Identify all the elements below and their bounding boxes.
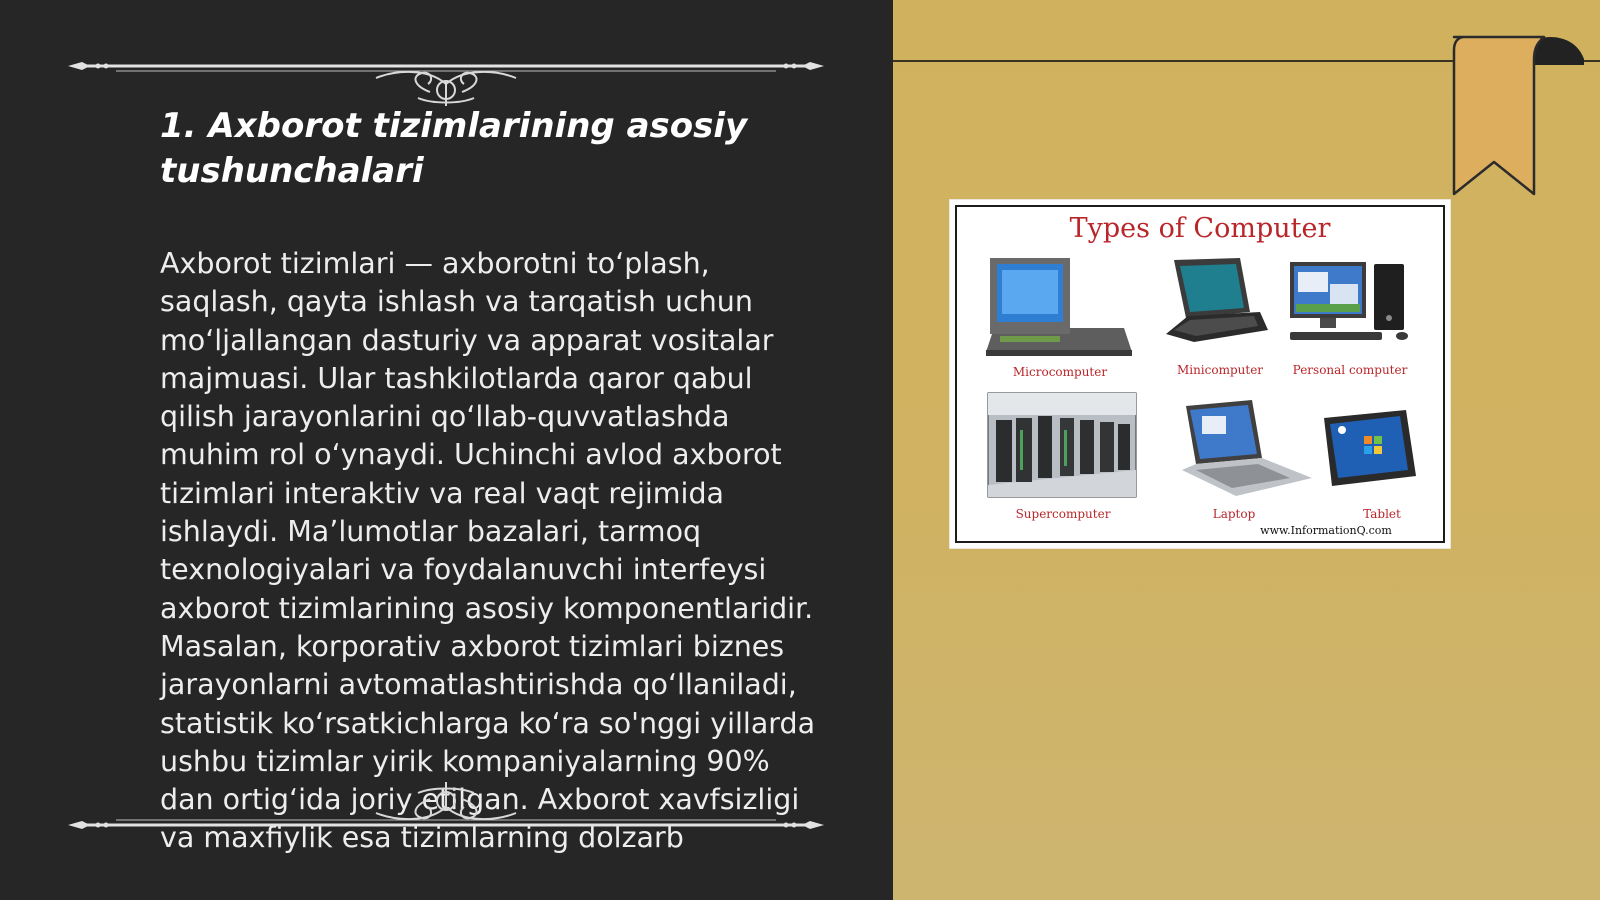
image-watermark: www.InformationQ.com <box>1260 524 1392 537</box>
image-heading: Types of Computer <box>1069 213 1331 244</box>
slide-title: 1. Axborot tizimlarining asosiy tushunchalari <box>160 106 748 191</box>
caption-supercomputer: Supercomputer <box>1015 507 1111 521</box>
caption-tablet: Tablet <box>1363 507 1401 521</box>
supercomputer-icon <box>988 393 1136 497</box>
bookmark-ribbon-icon <box>1434 34 1586 200</box>
caption-personal-computer: Personal computer <box>1292 363 1408 377</box>
types-of-computer-image <box>950 200 1450 548</box>
top-ornament-divider <box>66 46 826 106</box>
caption-minicomputer: Minicomputer <box>1176 363 1264 377</box>
caption-laptop: Laptop <box>1212 507 1256 521</box>
bottom-ornament-divider <box>66 780 826 840</box>
tablet-icon <box>1324 410 1416 486</box>
caption-microcomputer: Microcomputer <box>1012 365 1108 379</box>
slide-body-text: Axborot tizimlari — axborotni toʻplash, saqlash, qayta ishlash va tarqatish uchun moʻljallangan dasturiy va apparat vositalar majmuasi. Ular tashkilotlarda qaror qabul qilish jarayonlarini qoʻllab-quvvatlashda muhim rol oʻynaydi. Uchinchi avlod axborot tizimlari interaktiv va real vaqt rejimida ishlaydi. Maʼlumotlar bazalari, tarmoq texnologiyalari va foydalanuvchi interfeysi axborot tizimlarining asosiy komponentlaridir. Masalan, korporativ axborot tizimlari biznes jarayonlarni avtomatlashtirishda qoʻllaniladi, statistik koʻrsatkichlarga koʻra so'nggi yillarda ushbu tizimlar yirik kompaniyalarning 90% dan ortigʻida joriy etilgan. Axborot xavfsizligi va maxfiylik esa tizimlarning dolzarb <box>160 247 816 855</box>
